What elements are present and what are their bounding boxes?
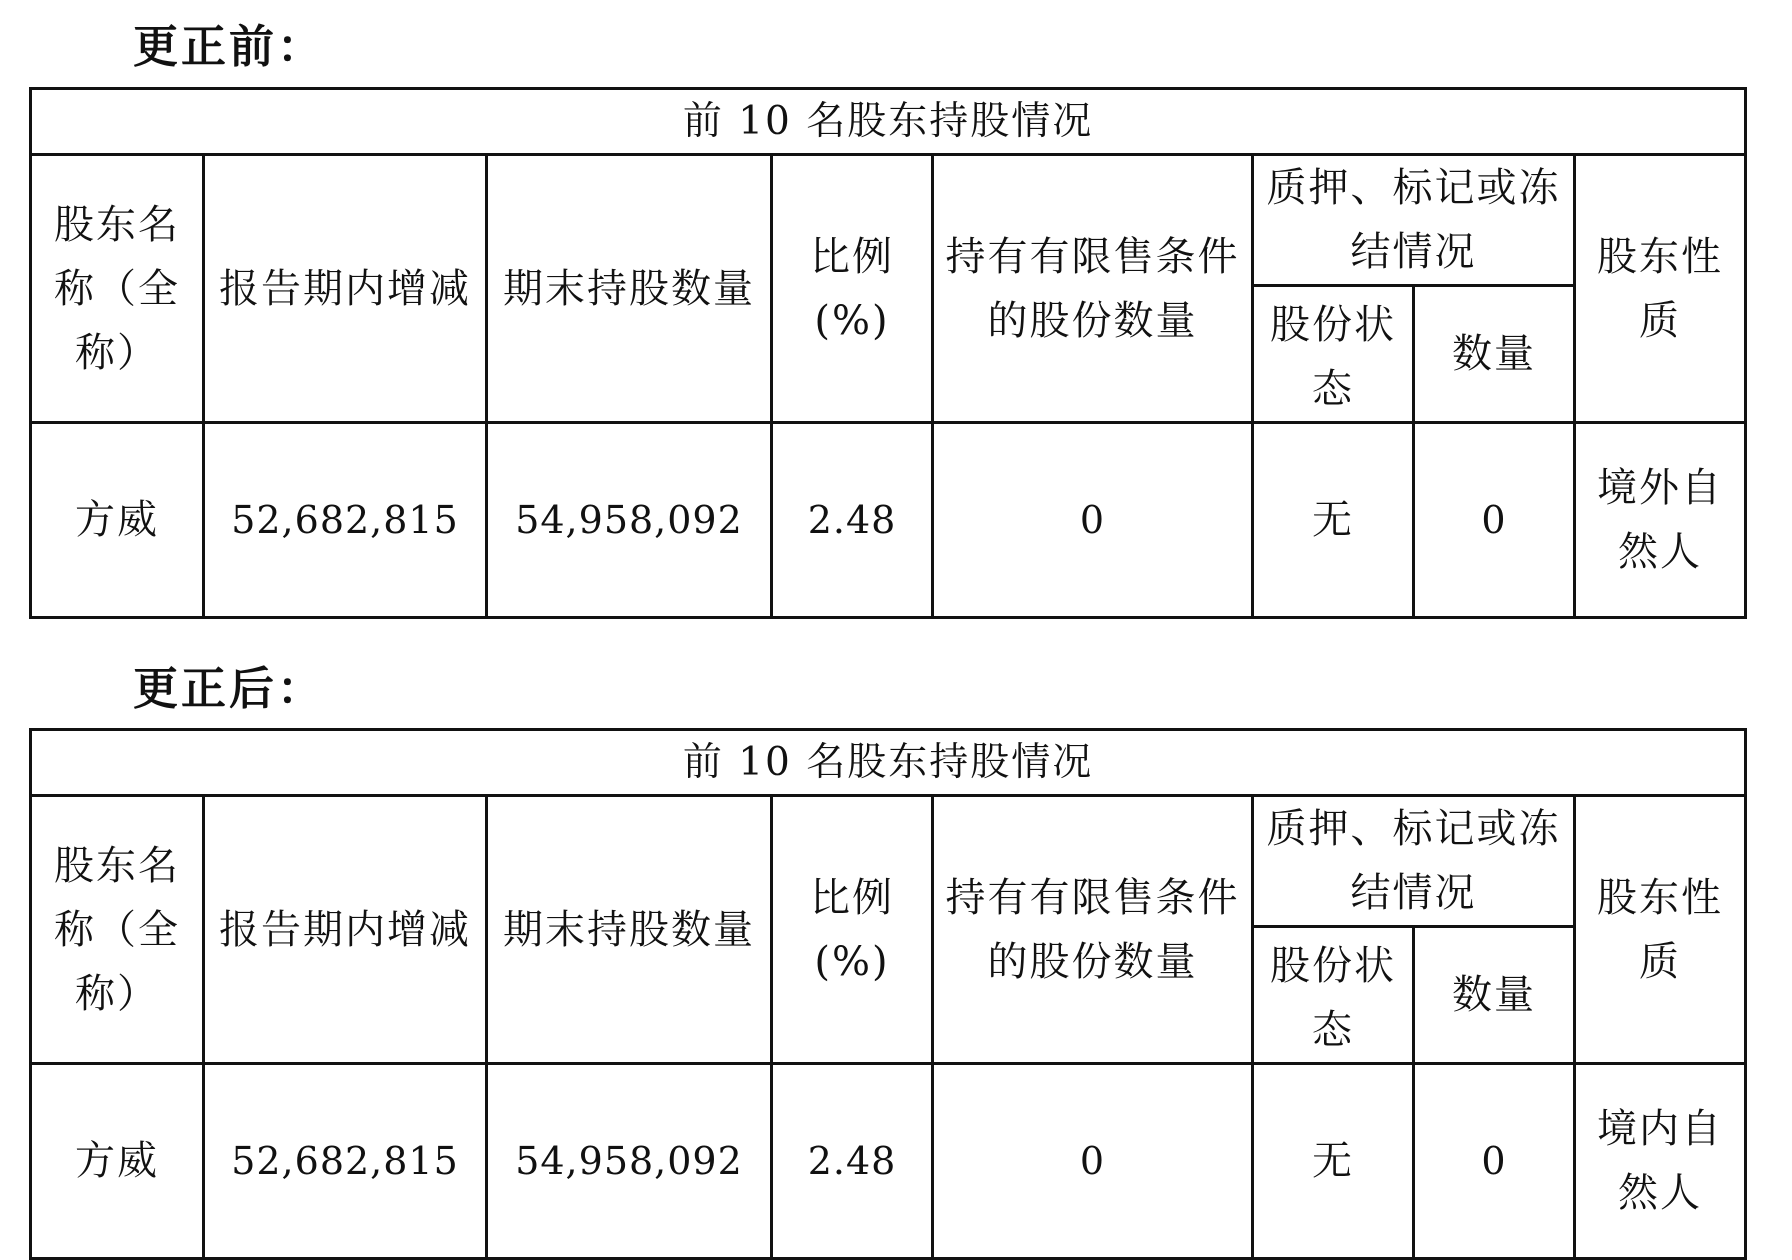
cell-shareholder-name: 方威 <box>31 1064 204 1259</box>
header-ratio: 比例(%) <box>772 796 933 1064</box>
cell-pledge-quantity: 0 <box>1414 1064 1575 1259</box>
caption-row <box>31 89 1746 155</box>
header-pledge-status: 股份状态 <box>1253 927 1414 1064</box>
header-shares-end: 期末持股数量 <box>487 796 772 1064</box>
header-pledge-quantity: 数量 <box>1414 927 1575 1064</box>
cell-shares-end: 54,958,092 <box>487 1064 772 1259</box>
header-shareholder-name: 股东名称（全称） <box>31 155 204 423</box>
section-title-before: 更正前： <box>133 20 326 73</box>
header-ratio: 比例(%) <box>772 155 933 423</box>
header-period-change: 报告期内增减 <box>204 155 487 423</box>
cell-ratio: 2.48 <box>772 423 933 618</box>
table-row <box>31 423 1746 618</box>
cell-shareholder-nature: 境外自然人 <box>1575 423 1746 618</box>
cell-restricted-shares: 0 <box>933 423 1253 618</box>
cell-shareholder-nature: 境内自然人 <box>1575 1064 1746 1259</box>
header-shareholder-nature: 股东性质 <box>1575 155 1746 423</box>
shareholder-table-before <box>29 87 1747 619</box>
section-title-after: 更正后： <box>133 662 326 715</box>
table-caption: 前 10 名股东持股情况 <box>31 730 1746 796</box>
cell-pledge-quantity: 0 <box>1414 423 1575 618</box>
cell-pledge-status: 无 <box>1253 423 1414 618</box>
header-row <box>31 796 1746 927</box>
cell-ratio: 2.48 <box>772 1064 933 1259</box>
header-pledge-status: 股份状态 <box>1253 286 1414 423</box>
cell-pledge-status: 无 <box>1253 1064 1414 1259</box>
header-restricted-shares: 持有有限售条件的股份数量 <box>933 155 1253 423</box>
header-pledge-quantity: 数量 <box>1414 286 1575 423</box>
cell-period-change: 52,682,815 <box>204 423 487 618</box>
cell-period-change: 52,682,815 <box>204 1064 487 1259</box>
table-row <box>31 1064 1746 1259</box>
header-pledge-group: 质押、标记或冻结情况 <box>1253 155 1575 286</box>
header-row <box>31 155 1746 286</box>
header-period-change: 报告期内增减 <box>204 796 487 1064</box>
header-shareholder-nature: 股东性质 <box>1575 796 1746 1064</box>
header-shares-end: 期末持股数量 <box>487 155 772 423</box>
caption-row <box>31 730 1746 796</box>
cell-restricted-shares: 0 <box>933 1064 1253 1259</box>
table-caption: 前 10 名股东持股情况 <box>31 89 1746 155</box>
header-pledge-group: 质押、标记或冻结情况 <box>1253 796 1575 927</box>
cell-shares-end: 54,958,092 <box>487 423 772 618</box>
cell-shareholder-name: 方威 <box>31 423 204 618</box>
header-shareholder-name: 股东名称（全称） <box>31 796 204 1064</box>
shareholder-table-after <box>29 728 1747 1260</box>
header-restricted-shares: 持有有限售条件的股份数量 <box>933 796 1253 1064</box>
